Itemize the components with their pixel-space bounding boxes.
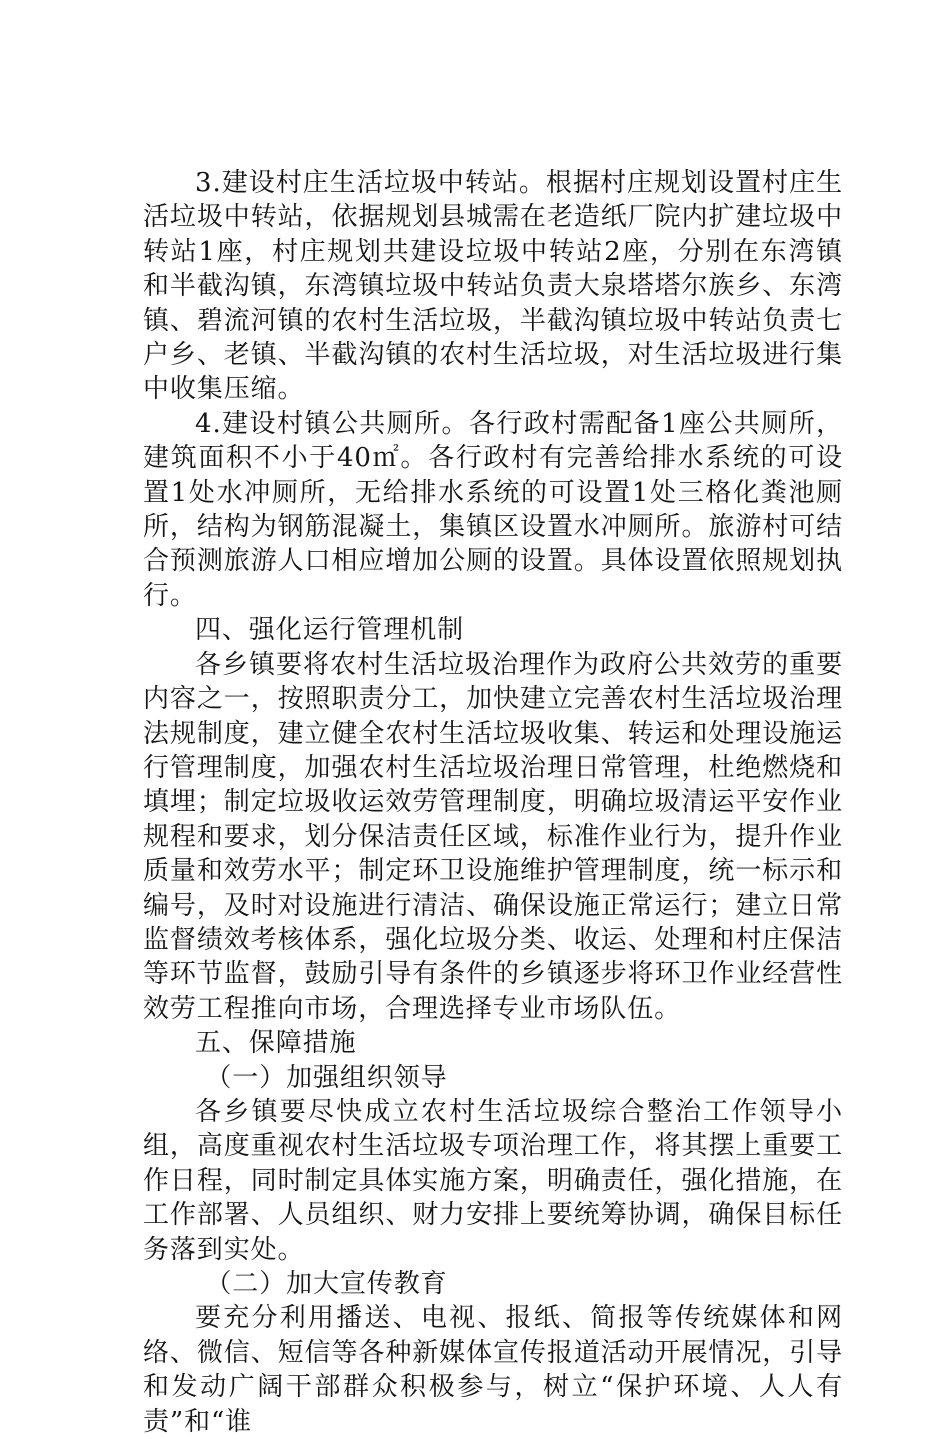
paragraph-public-toilets: 4.建设村镇公共厕所。各行政村需配备1座公共厕所，建筑面积不小于40㎡。各行政村有完善给排水系统的可设置1处水冲厕所，无给排水系统的可设置1处三格化粪池厕所，结构为钢筋混凝土，集镇区设置水冲厕所。旅游村可结合预测旅游人口相应增加公厕的设置。具体设置依照规划执行。 [143, 408, 843, 611]
subheading-publicity-education: （二）加大宣传教育 [205, 1269, 448, 1299]
section-heading-safeguard-measures: 五、保障措施 [195, 1028, 357, 1059]
paragraph-publicity-education: 要充分利用播送、电视、报纸、简报等传统媒体和网络、微信、短信等各种新媒体宣传报道活动开展情况，引导和发动广阔干部群众积极参与，树立“保护环境、人人有责”和“谁 [143, 1303, 843, 1437]
subheading-organization-leadership: （一）加强组织领导 [205, 1062, 448, 1093]
paragraph-operation-management: 各乡镇要将农村生活垃圾治理作为政府公共效劳的重要内容之一，按照职责分工，加快建立完善农村生活垃圾治理法规制度，建立健全农村生活垃圾收集、转运和处理设施运行管理制度，加强农村生活垃圾治理日常管理，杜绝燃烧和填埋；制定垃圾收运效劳管理制度，明确垃圾清运平安作业规程和要求，划分保洁责任区域，标准作业行为，提升作业质量和效劳水平；制定环卫设施维护管理制度，统一标示和编号，及时对设施进行清洁、确保设施正常运行；建立日常监督绩效考核体系，强化垃圾分类、收运、处理和村庄保洁等环节监督，鼓励引导有条件的乡镇逐步将环卫作业经营性效劳工程推向市场，合理选择专业市场队伍。 [143, 649, 843, 1024]
document-body [143, 166, 843, 1439]
paragraph-organization-leadership: 各乡镇要尽快成立农村生活垃圾综合整治工作领导小组，高度重视农村生活垃圾专项治理工作，将其摆上重要工作日程，同时制定具体实施方案，明确责任，强化措施，在工作部署、人员组织、财力安排上要统筹协调，确保目标任务落到实处。 [143, 1096, 843, 1265]
paragraph-transfer-station: 3.建设村庄生活垃圾中转站。根据村庄规划设置村庄生活垃圾中转站，依据规划县城需在老造纸厂院内扩建垃圾中转站1座，村庄规划共建设垃圾中转站2座，分别在东湾镇和半截沟镇，东湾镇垃圾中转站负责大泉塔塔尔族乡、东湾镇、碧流河镇的农村生活垃圾，半截沟镇垃圾中转站负责七户乡、老镇、半截沟镇的农村生活垃圾，对生活垃圾进行集中收集压缩。 [143, 168, 843, 405]
section-heading-operation-management: 四、强化运行管理机制 [195, 615, 465, 646]
